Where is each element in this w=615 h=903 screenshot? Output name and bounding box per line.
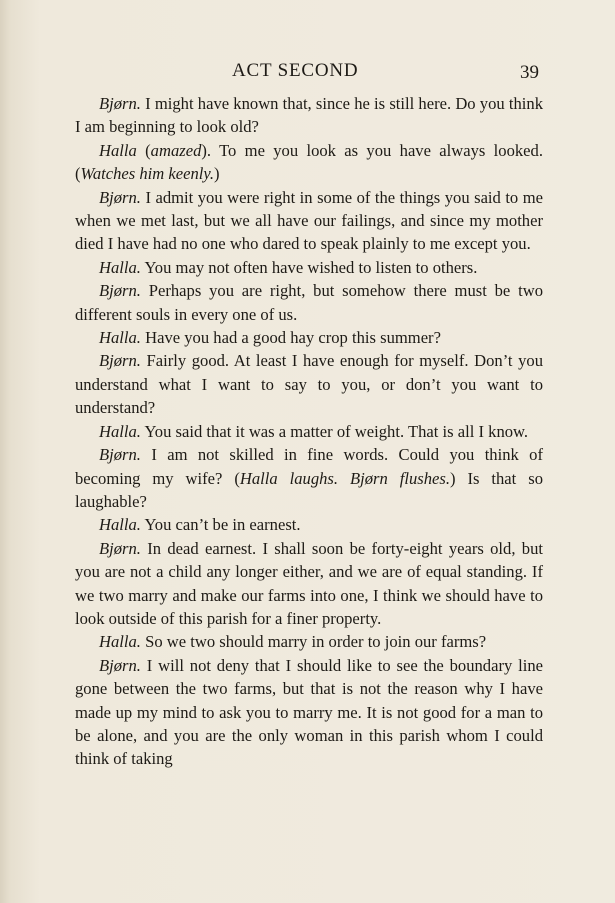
speech: ). To me you look as you have always looked. ( bbox=[75, 140, 543, 184]
speech: I might have known that, since he is still here. Do you think I am beginning to look old? bbox=[75, 94, 543, 137]
paragraph bbox=[75, 92, 543, 139]
speech: You can’t be in earnest. bbox=[140, 515, 301, 535]
speech: I admit you were right in some of the things you said to me when we met last, but we all have our failings, and since my mother died I have had no one who dared to speak plainly to me except you. bbox=[75, 187, 543, 254]
running-head bbox=[0, 60, 615, 86]
speech: ) Is that so laughable? bbox=[75, 468, 543, 511]
speaker-name: Halla. bbox=[99, 515, 141, 535]
speech: Fairly good. At least I have enough for myself. Don’t you understand what I want to say to you, or don’t you want to understand? bbox=[75, 351, 543, 418]
stage-direction: amazed bbox=[150, 140, 202, 160]
speaker-name: Bjørn. bbox=[99, 655, 141, 675]
speech: Have you had a good hay crop this summer? bbox=[140, 328, 441, 348]
speaker-name: Bjørn. bbox=[99, 351, 141, 371]
paragraph bbox=[75, 537, 543, 631]
dialogue-text bbox=[75, 92, 543, 771]
paragraph bbox=[75, 139, 543, 186]
speech: ) bbox=[214, 164, 220, 184]
stage-direction: Watches him keenly. bbox=[80, 164, 215, 184]
speaker-name: Halla. bbox=[99, 421, 141, 441]
speaker-name: Halla. bbox=[99, 257, 141, 277]
speaker-name: Bjørn. bbox=[99, 445, 141, 465]
speech: Perhaps you are right, but somehow there must be two different souls in every one of us. bbox=[75, 281, 543, 324]
speech: I am not skilled in fine words. Could you think of becoming my wife? ( bbox=[75, 445, 543, 488]
paragraph bbox=[75, 256, 543, 279]
speaker-name: Halla bbox=[99, 140, 137, 160]
paragraph bbox=[75, 279, 543, 326]
paragraph bbox=[75, 349, 543, 419]
page-number: 39 bbox=[520, 62, 539, 83]
running-title: ACT SECOND bbox=[232, 60, 359, 81]
speaker-name: Halla. bbox=[99, 632, 141, 652]
paragraph bbox=[75, 630, 543, 653]
speaker-name: Bjørn. bbox=[99, 94, 141, 113]
paragraph bbox=[75, 513, 543, 536]
speaker-name: Bjørn. bbox=[99, 187, 141, 207]
paragraph bbox=[75, 326, 543, 349]
paragraph bbox=[75, 443, 543, 513]
speaker-name: Bjørn. bbox=[99, 538, 141, 558]
speech: You said that it was a matter of weight. That is all I know. bbox=[140, 421, 529, 441]
paragraph bbox=[75, 186, 543, 256]
paragraph bbox=[75, 420, 543, 443]
speaker-name: Halla. bbox=[99, 328, 141, 348]
speech: ( bbox=[136, 140, 151, 160]
speech: I will not deny that I should like to see the boundary line gone between the two farms, but that is not the reason why I have made up my mind to ask you to marry me. It is not good for a man to be alone, and you are the only woman in this parish whom I could think of taking bbox=[75, 655, 543, 769]
speaker-name: Bjørn. bbox=[99, 281, 141, 301]
speech: You may not often have wished to listen to others. bbox=[140, 257, 478, 277]
speech: In dead earnest. I shall soon be forty-eight years old, but you are not a child any longer either, and we are of equal standing. If we two marry and make our farms into one, I think we should have to look outside of this parish for a finer property. bbox=[75, 538, 543, 628]
stage-direction: Halla laughs. Bjørn flushes. bbox=[239, 468, 450, 488]
speech: So we two should marry in order to join our farms? bbox=[140, 632, 487, 652]
paragraph bbox=[75, 654, 543, 771]
